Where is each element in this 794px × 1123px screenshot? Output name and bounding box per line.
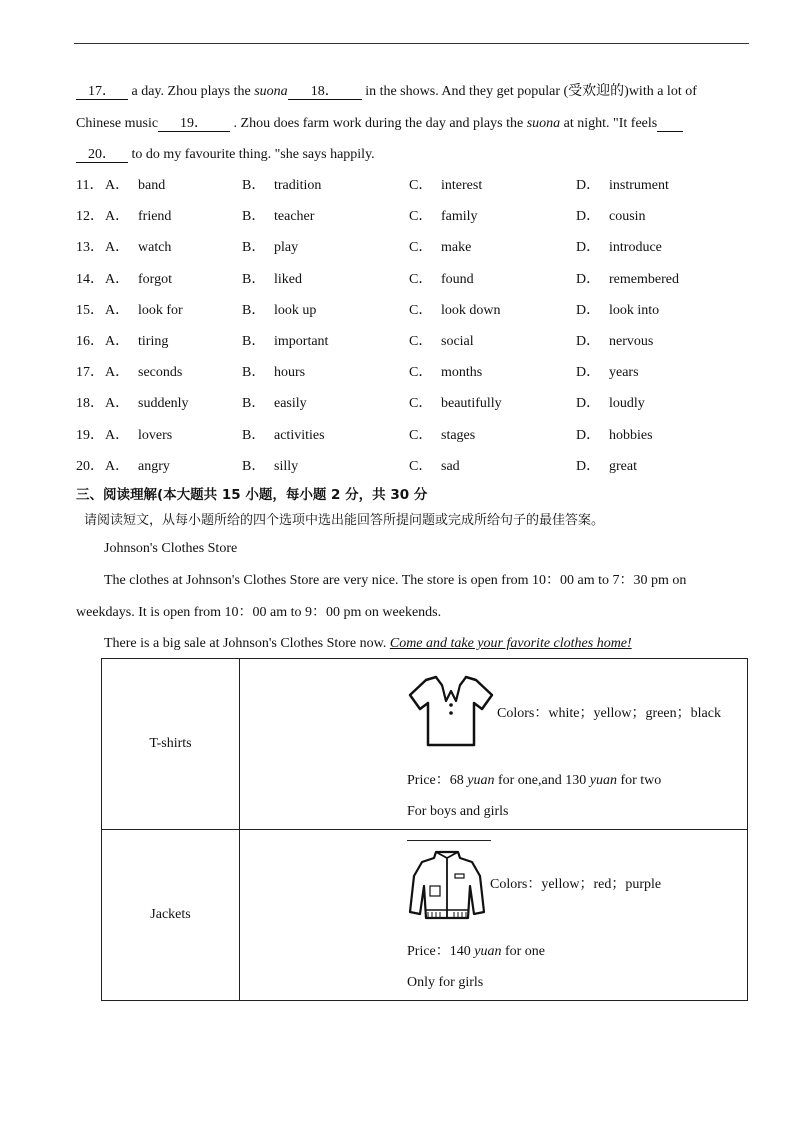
option-letter: B． <box>242 428 266 443</box>
question-number: 13． <box>76 240 104 255</box>
question-number: 16． <box>76 334 104 349</box>
option-c: beautifully <box>441 396 502 411</box>
blank-19: 19． <box>158 116 230 132</box>
question-number: 11． <box>76 178 104 193</box>
option-letter: B． <box>242 209 266 224</box>
store-title: Johnson's Clothes Store <box>104 541 238 556</box>
option-d: instrument <box>609 178 669 193</box>
option-b: tradition <box>274 178 322 193</box>
product-table <box>101 658 748 1001</box>
option-letter: D． <box>576 240 601 255</box>
option-d: loudly <box>609 396 645 411</box>
question-number: 20． <box>76 459 104 474</box>
colors-text: Colors：yellow；red；purple <box>490 877 662 892</box>
option-letter: B． <box>242 272 266 287</box>
option-b: liked <box>274 272 302 287</box>
colors-text: Colors：white；yellow；green；black <box>497 706 721 721</box>
target-text: For boys and girls <box>407 804 509 819</box>
option-d: introduce <box>609 240 662 255</box>
option-letter: C． <box>409 209 433 224</box>
question-number: 18． <box>76 396 104 411</box>
option-letter: C． <box>409 459 433 474</box>
question-number: 12． <box>76 209 104 224</box>
passage-text: Chinese music <box>76 116 159 131</box>
option-letter: D． <box>576 428 601 443</box>
question-row <box>76 458 756 476</box>
option-letter: A． <box>105 365 130 380</box>
option-b: important <box>274 334 329 349</box>
passage-text: to do my favourite thing. "she says happily. <box>128 147 375 162</box>
question-number: 19． <box>76 428 104 443</box>
option-d: cousin <box>609 209 646 224</box>
blank-20: 20． <box>76 147 128 163</box>
question-row <box>76 239 756 257</box>
short-rule <box>407 840 491 841</box>
option-letter: A． <box>105 209 130 224</box>
passage-line-3 <box>76 146 375 164</box>
target-text: Only for girls <box>407 975 484 990</box>
option-b: activities <box>274 428 325 443</box>
store-para-2 <box>104 635 632 653</box>
option-letter: A． <box>105 459 130 474</box>
option-letter: B． <box>242 334 266 349</box>
option-letter: D． <box>576 334 601 349</box>
option-c: look down <box>441 303 501 318</box>
option-letter: C． <box>409 240 433 255</box>
option-a: angry <box>138 459 170 474</box>
blank-18: 18． <box>288 84 362 100</box>
option-letter: D． <box>576 303 601 318</box>
option-letter: C． <box>409 396 433 411</box>
option-letter: D． <box>576 178 601 193</box>
question-number: 15． <box>76 303 104 318</box>
option-b: hours <box>274 365 306 380</box>
option-letter: B． <box>242 365 266 380</box>
question-row <box>76 271 756 289</box>
option-a: friend <box>138 209 172 224</box>
option-a: seconds <box>138 365 183 380</box>
question-row <box>76 395 756 413</box>
option-a: lovers <box>138 428 173 443</box>
question-row <box>76 208 756 226</box>
product-detail-tshirts <box>240 659 748 830</box>
option-b: play <box>274 240 299 255</box>
option-d: years <box>609 365 639 380</box>
product-detail-jackets <box>240 830 748 1001</box>
option-c: interest <box>441 178 483 193</box>
passage-text: at night. "It feels <box>560 116 658 131</box>
option-d: look into <box>609 303 660 318</box>
option-b: look up <box>274 303 317 318</box>
passage-text: in the shows. And they get popular (受欢迎的)with a lot of <box>361 84 697 99</box>
option-letter: D． <box>576 272 601 287</box>
question-number: 17． <box>76 365 104 380</box>
section-instruction: 请阅读短文，从每小题所给的四个选项中选出能回答所提问题或完成所给句子的最佳答案。 <box>84 513 605 528</box>
option-c: months <box>441 365 483 380</box>
option-letter: D． <box>576 396 601 411</box>
store-para-1b: weekdays. It is open from 10：00 am to 9：00 pm on weekends. <box>76 605 442 620</box>
passage-line-1 <box>76 83 697 101</box>
option-letter: A． <box>105 272 130 287</box>
option-b: silly <box>274 459 299 474</box>
option-letter: D． <box>576 209 601 224</box>
passage-line-2 <box>76 115 683 133</box>
option-letter: C． <box>409 365 433 380</box>
option-b: teacher <box>274 209 315 224</box>
option-a: suddenly <box>138 396 189 411</box>
table-row <box>102 659 748 830</box>
option-letter: D． <box>576 365 601 380</box>
option-letter: C． <box>409 272 433 287</box>
option-letter: B． <box>242 459 266 474</box>
store-para-1a: The clothes at Johnson's Clothes Store are very nice. The store is open from 10：00 am to 7：30 pm on <box>104 573 687 588</box>
option-c: family <box>441 209 478 224</box>
option-a: band <box>138 178 166 193</box>
option-letter: C． <box>409 334 433 349</box>
option-b: easily <box>274 396 307 411</box>
sale-text: There is a big sale at Johnson's Clothes Store now. <box>104 636 390 651</box>
product-label-jackets: Jackets <box>102 830 240 1001</box>
question-row <box>76 302 756 320</box>
question-number: 14． <box>76 272 104 287</box>
blank-17: 17． <box>76 84 128 100</box>
option-letter: A． <box>105 428 130 443</box>
suona-word: suona <box>254 84 288 99</box>
question-row <box>76 364 756 382</box>
option-c: sad <box>441 459 460 474</box>
header-rule <box>74 43 749 44</box>
option-a: forgot <box>138 272 172 287</box>
slogan: Come and take your favorite clothes home! <box>389 636 632 651</box>
blank-20-start <box>657 116 683 132</box>
option-c: found <box>441 272 474 287</box>
price-text: Price：68 yuan for one,and 130 yuan for two <box>407 773 662 788</box>
option-letter: B． <box>242 303 266 318</box>
option-letter: B． <box>242 396 266 411</box>
option-a: look for <box>138 303 183 318</box>
option-a: tiring <box>138 334 169 349</box>
table-row <box>102 830 748 1001</box>
option-letter: B． <box>242 178 266 193</box>
option-c: stages <box>441 428 476 443</box>
tshirt-icon <box>406 671 496 749</box>
price-text: Price：140 yuan for one <box>407 944 546 959</box>
option-letter: C． <box>409 178 433 193</box>
question-row <box>76 427 756 445</box>
option-letter: A． <box>105 396 130 411</box>
option-c: social <box>441 334 474 349</box>
option-letter: A． <box>105 240 130 255</box>
option-letter: A． <box>105 334 130 349</box>
option-d: nervous <box>609 334 654 349</box>
section-title: 三、阅读理解(本大题共 15 小题，每小题 2 分，共 30 分 <box>76 487 428 503</box>
option-a: watch <box>138 240 172 255</box>
option-letter: A． <box>105 303 130 318</box>
option-letter: C． <box>409 428 433 443</box>
passage-text: . Zhou does farm work during the day and plays the <box>230 116 527 131</box>
passage-text: a day. Zhou plays the <box>128 84 255 99</box>
option-d: remembered <box>609 272 679 287</box>
option-letter: C． <box>409 303 433 318</box>
suona-word: suona <box>526 116 561 131</box>
question-row <box>76 177 756 195</box>
option-letter: B． <box>242 240 266 255</box>
option-letter: A． <box>105 178 130 193</box>
jacket-icon <box>406 846 488 924</box>
option-d: great <box>609 459 637 474</box>
option-d: hobbies <box>609 428 653 443</box>
question-row <box>76 333 756 351</box>
option-letter: D． <box>576 459 601 474</box>
option-c: make <box>441 240 472 255</box>
product-label-tshirts: T-shirts <box>102 659 240 830</box>
